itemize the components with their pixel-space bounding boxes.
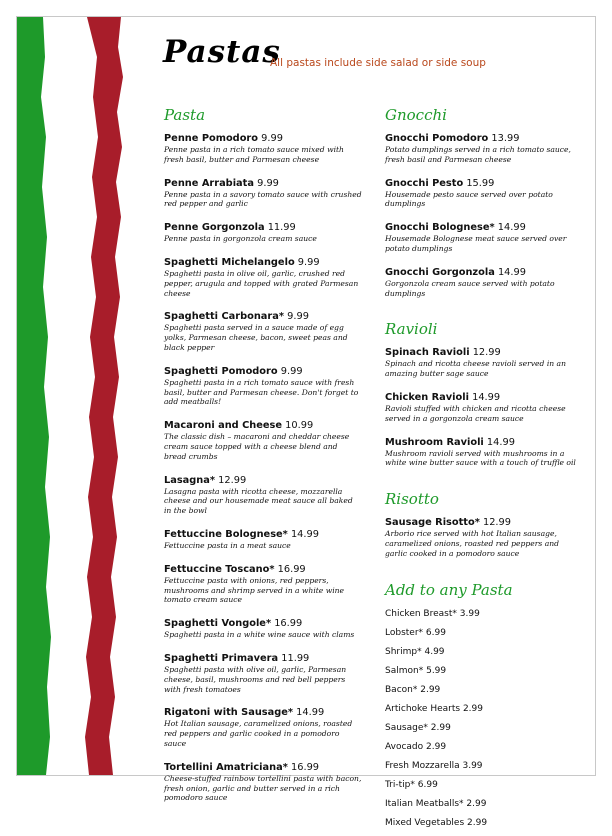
- addon-name: Chicken Breast*: [385, 608, 457, 619]
- addon-item: [385, 817, 581, 829]
- menu-item-price: 12.99: [472, 347, 501, 359]
- gnocchi-list: [385, 133, 581, 320]
- addon-item: [385, 760, 581, 772]
- addon-price: 2.99: [420, 684, 441, 695]
- ravioli-list: [385, 347, 581, 490]
- menu-item-price: 9.99: [257, 177, 279, 189]
- addon-item: [385, 627, 581, 639]
- menu-item-price: 13.99: [491, 133, 520, 144]
- addon-name: Salmon*: [385, 665, 424, 676]
- section-title-pasta: Pasta: [164, 106, 206, 124]
- menu-item-description: Cheese-stuffed rainbow tortellini pasta with bacon, fresh onion, garlic and butter served in a rich pomodoro sauce: [164, 773, 362, 803]
- addon-price: 3.99: [462, 760, 483, 771]
- menu-item-price: 14.99: [472, 391, 501, 403]
- menu-item-heading: [385, 178, 581, 190]
- menu-item-name: Penne Arrabiata: [164, 177, 254, 189]
- addon-price: 3.99: [459, 608, 480, 619]
- addon-price: 2.99: [426, 741, 447, 752]
- menu-item-price: 14.99: [296, 707, 325, 719]
- addon-name: Shrimp*: [385, 646, 422, 657]
- menu-item-price: 9.99: [280, 365, 303, 377]
- menu-item-description: Fettuccine pasta in a meat sauce: [164, 540, 291, 550]
- menu-item: [164, 133, 362, 165]
- addon-price: 2.99: [466, 798, 487, 809]
- menu-item-description: Ravioli stuffed with chicken and ricotta cheese served in a gorgonzola cream sauce: [385, 403, 566, 423]
- menu-item-description: Gorgonzola cream sauce served with potato dumplings: [385, 278, 555, 298]
- menu-item: [164, 564, 362, 605]
- menu-item-price: 16.99: [274, 618, 303, 630]
- addon-name: Sausage*: [385, 722, 428, 733]
- menu-item-description: Arborio rice served with hot Italian sausage, caramelized onions, roasted red peppers and garlic cooked in a pomodoro sauce: [385, 529, 559, 558]
- addon-price: 5.99: [426, 665, 447, 676]
- menu-item-heading: [164, 707, 362, 719]
- menu-item-price: 9.99: [261, 133, 283, 144]
- menu-item-heading: [164, 178, 362, 190]
- menu-item-description: Lasagna pasta with ricotta cheese, mozzarella cheese and our housemade meat sauce all baked in the bowl: [164, 486, 353, 516]
- risotto-list: [385, 517, 581, 580]
- menu-item: [164, 707, 362, 748]
- menu-item-name: Penne Pomodoro: [164, 133, 258, 144]
- menu-item-description: Hot Italian sausage, caramelized onions, roasted red peppers and garlic cooked in a pomodoro sauce: [164, 719, 353, 748]
- addon-price: 2.99: [430, 722, 451, 733]
- addon-name: Tri-tip*: [385, 779, 415, 790]
- menu-item-heading: [164, 653, 362, 665]
- menu-item-name: Gnocchi Pomodoro: [385, 133, 489, 144]
- menu-item-heading: [164, 257, 362, 269]
- addon-price: 6.99: [417, 779, 438, 790]
- menu-item-description: Potato dumplings served in a rich tomato sauce, fresh basil and Parmesan cheese: [385, 145, 571, 164]
- section-spacer: [385, 572, 581, 581]
- menu-item: [164, 311, 362, 352]
- menu-item-description: Spaghetti pasta in olive oil, garlic, crushed red pepper, arugula and topped with grated Parmesan cheese: [164, 268, 359, 298]
- menu-item-price: 16.99: [277, 563, 306, 575]
- addon-item: [385, 703, 581, 715]
- menu-item-name: Gnocchi Bolognese*: [385, 222, 495, 234]
- addon-item: [385, 779, 581, 791]
- menu-item-name: Spaghetti Michelangelo: [164, 256, 295, 268]
- menu-item-heading: [385, 392, 581, 404]
- menu-item-price: 15.99: [466, 177, 495, 189]
- addon-name: Bacon*: [385, 684, 418, 695]
- addon-price: 6.99: [425, 627, 446, 638]
- italian-flag-stripes: [17, 17, 147, 775]
- left-column: [164, 106, 362, 816]
- section-title-risotto: Risotto: [385, 490, 439, 509]
- menu-item-name: Macaroni and Cheese: [164, 420, 283, 432]
- menu-item-price: 14.99: [497, 266, 526, 278]
- menu-item-heading: [164, 366, 362, 378]
- menu-item-price: 12.99: [218, 474, 247, 486]
- menu-item-price: 11.99: [267, 222, 296, 234]
- menu-item: [164, 257, 362, 298]
- menu-item-description: Spaghetti pasta served in a sauce made of egg yolks, Parmesan cheese, bacon, sweet peas and black pepper: [164, 323, 348, 352]
- addon-name: Avocado: [385, 741, 424, 752]
- menu-item-name: Spaghetti Primavera: [164, 652, 279, 664]
- menu-item: [164, 618, 362, 640]
- menu-item-name: Chicken Ravioli: [385, 391, 469, 403]
- pasta-list: [164, 133, 362, 803]
- menu-item-name: Gnocchi Gorgonzola: [385, 266, 495, 278]
- menu-item-name: Spaghetti Vongole*: [164, 618, 272, 630]
- menu-item-description: Spaghetti pasta in a rich tomato sauce with fresh basil, butter and Parmesan cheese. Don't forget to add meatballs!: [164, 377, 359, 407]
- menu-item: [385, 178, 581, 210]
- menu-item-name: Penne Gorgonzola: [164, 222, 265, 234]
- menu-item-name: Tortellini Amatriciana*: [164, 761, 288, 773]
- addon-name: Mixed Vegetables: [385, 817, 465, 828]
- menu-item-heading: [385, 347, 581, 359]
- menu-item-name: Fettuccine Toscano*: [164, 563, 275, 575]
- addon-item: [385, 722, 581, 734]
- addon-item: [385, 608, 581, 620]
- menu-item: [385, 347, 581, 379]
- menu-item-heading: [164, 420, 362, 432]
- menu-item: [164, 475, 362, 516]
- menu-item: [385, 392, 581, 424]
- menu-item: [164, 653, 362, 694]
- menu-item-name: Spaghetti Carbonara*: [164, 311, 284, 323]
- menu-item-heading: [385, 133, 581, 145]
- section-title-addons: Add to any Pasta: [385, 580, 513, 599]
- section-spacer: [385, 311, 581, 320]
- menu-item-description: Housemade Bolognese meat sauce served over potato dumplings: [385, 234, 567, 253]
- menu-item: [164, 366, 362, 407]
- menu-item-price: 12.99: [482, 517, 512, 529]
- addon-item: [385, 646, 581, 658]
- menu-item: [164, 762, 362, 803]
- menu-item-price: 14.99: [486, 436, 515, 448]
- menu-item: [385, 222, 581, 254]
- menu-item-heading: [164, 618, 362, 630]
- menu-item-description: The classic dish – macaroni and cheddar cheese cream sauce topped with a cheese blend and bread crumbs: [164, 432, 350, 461]
- menu-item-name: Spinach Ravioli: [385, 347, 470, 359]
- addon-name: Lobster*: [385, 627, 424, 638]
- menu-item-heading: [164, 475, 362, 487]
- menu-item-description: Fettuccine pasta with onions, red peppers, mushrooms and shrimp served in a white wine tomato cream sauce: [164, 575, 345, 605]
- addon-item: [385, 684, 581, 696]
- red-stripe: [85, 17, 123, 775]
- section-spacer: [385, 481, 581, 490]
- addon-item: [385, 741, 581, 753]
- addons-list: [385, 608, 581, 829]
- menu-item-heading: [385, 517, 581, 529]
- menu-item: [164, 178, 362, 210]
- right-column: [385, 106, 581, 836]
- menu-item: [385, 133, 581, 165]
- menu-item-name: Lasagna*: [164, 474, 216, 486]
- menu-item-heading: [164, 762, 362, 774]
- green-stripe: [17, 17, 51, 775]
- menu-item: [385, 267, 581, 299]
- menu-item-description: Spaghetti pasta in a white wine sauce with clams: [164, 630, 355, 640]
- menu-item-name: Gnocchi Pesto: [385, 177, 464, 189]
- menu-item-price: 10.99: [285, 420, 314, 432]
- menu-item: [164, 222, 362, 244]
- menu-item-heading: [385, 267, 581, 279]
- section-title-gnocchi: Gnocchi: [385, 106, 447, 124]
- addon-name: Artichoke Hearts: [385, 703, 461, 714]
- page-subtitle: All pastas include side salad or side soup: [270, 57, 486, 69]
- addon-item: [385, 798, 581, 810]
- menu-item-name: Rigatoni with Sausage*: [164, 707, 294, 719]
- addon-price: 2.99: [467, 817, 488, 828]
- addon-price: 2.99: [462, 703, 483, 714]
- menu-item-heading: [164, 133, 362, 145]
- menu-item-price: 11.99: [281, 652, 310, 664]
- menu-item-heading: [164, 564, 362, 576]
- menu-item-description: Housemade pesto sauce served over potato dumplings: [385, 189, 553, 209]
- menu-item: [164, 529, 362, 551]
- menu-item-name: Sausage Risotto*: [385, 517, 480, 529]
- menu-item-heading: [385, 437, 581, 449]
- menu-item-description: Penne pasta in a savory tomato sauce with crushed red pepper and garlic: [164, 189, 362, 209]
- menu-item-price: 9.99: [297, 256, 320, 268]
- menu-item-price: 14.99: [497, 222, 526, 234]
- menu-item-heading: [164, 529, 362, 541]
- menu-item: [385, 517, 581, 558]
- menu-item-price: 14.99: [290, 528, 319, 540]
- menu-item-name: Fettuccine Bolognese*: [164, 528, 288, 540]
- menu-item: [385, 437, 581, 469]
- menu-item-heading: [164, 311, 362, 323]
- menu-item-description: Penne pasta in a rich tomato sauce mixed with fresh basil, butter and Parmesan cheese: [164, 145, 344, 164]
- addon-price: 4.99: [424, 646, 445, 657]
- menu-item-description: Spinach and ricotta cheese ravioli served in an amazing butter sage sauce: [385, 359, 566, 379]
- menu-item-price: 9.99: [287, 311, 309, 323]
- menu-item-name: Mushroom Ravioli: [385, 436, 484, 448]
- menu-item-name: Spaghetti Pomodoro: [164, 365, 278, 377]
- menu-item-heading: [385, 222, 581, 234]
- addon-name: Fresh Mozzarella: [385, 760, 460, 771]
- menu-item-heading: [164, 222, 362, 234]
- menu-item-price: 16.99: [290, 761, 320, 773]
- page-title: Pastas: [163, 34, 281, 70]
- addon-item: [385, 665, 581, 677]
- section-title-ravioli: Ravioli: [385, 320, 438, 339]
- menu-item-description: Penne pasta in gorgonzola cream sauce: [164, 234, 317, 244]
- menu-item-description: Spaghetti pasta with olive oil, garlic, Parmesan cheese, basil, mushrooms and red bell peppers with fresh tomatoes: [164, 664, 347, 694]
- addon-name: Italian Meatballs*: [385, 798, 464, 809]
- menu-item: [164, 420, 362, 461]
- menu-item-description: Mushroom ravioli served with mushrooms in a white wine butter sauce with a touch of truffle oil: [385, 448, 576, 468]
